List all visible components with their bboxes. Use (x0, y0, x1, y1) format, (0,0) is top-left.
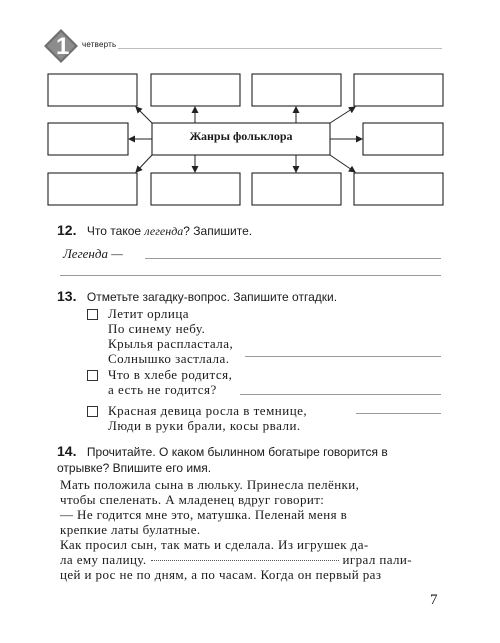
genre-box-bottom-1 (48, 173, 137, 205)
genre-box-top-4 (354, 74, 443, 106)
exercise-12-number: 12. (57, 222, 77, 238)
exercise-14-text (60, 477, 412, 582)
riddle-2-checkbox[interactable] (87, 370, 98, 381)
riddle-3-answer-line[interactable] (356, 413, 441, 414)
exercise-14-header (57, 443, 447, 476)
genre-box-bottom-3 (252, 173, 341, 205)
story-line-6-end: играл пали- (342, 552, 412, 567)
story-line: чтобы спеленать. А младенец вдруг говорит: (60, 492, 325, 507)
exercise-12-answer-line-1[interactable] (145, 258, 441, 259)
story-line: крепкие латы булатные. (60, 522, 201, 537)
quarter-number: 1 (56, 33, 70, 60)
riddle-1-line: По синему небу. (108, 321, 206, 336)
riddle-2 (108, 367, 232, 397)
diagram-center-label: Жанры фольклора (189, 129, 293, 143)
exercise-14-question-line1: Прочитайте. О каком былинном богатыре говорится в (86, 445, 388, 459)
genre-box-top-1 (48, 74, 137, 106)
exercise-14-number: 14. (57, 443, 77, 459)
exercise-12-question (87, 224, 252, 238)
exercise-12-answer-prompt: Легенда — (63, 246, 123, 261)
arrow-top-right (330, 107, 355, 123)
genre-box-top-2 (151, 74, 240, 106)
story-line-with-blank (60, 552, 412, 567)
riddle-3 (108, 403, 307, 433)
riddle-3-line: Красная девица росла в темнице, (108, 403, 308, 418)
arrow-bottom-right (330, 155, 355, 172)
riddle-1-line: Крылья распластала, (108, 336, 234, 351)
exercise-12-question-pre: Что такое (86, 224, 145, 238)
riddle-1-line: Летит орлица (108, 306, 190, 321)
genre-box-bottom-4 (354, 173, 443, 205)
story-line: Как просил сын, так мать и сделала. Из игрушек да- (60, 537, 369, 552)
riddle-1-answer-line[interactable] (245, 356, 441, 357)
story-line: цей и рос не по дням, а по часам. Когда он первый раз (60, 567, 382, 582)
riddle-2-line: а есть не годится? (108, 382, 217, 397)
exercise-13-number: 13. (57, 288, 77, 304)
riddle-3-line: Люди в руки брали, косы рвали. (108, 418, 301, 433)
riddle-2-line: Что в хлебе родится, (108, 367, 233, 382)
genre-box-top-3 (252, 74, 341, 106)
exercise-12-question-post: ? Запишите. (183, 224, 253, 238)
genre-box-middle-right (363, 123, 443, 155)
story-line-6-start: ла ему палицу. (60, 552, 147, 567)
exercise-13-header (57, 288, 337, 306)
arrow-bottom-left (136, 155, 152, 172)
riddle-1-checkbox[interactable] (87, 309, 98, 320)
exercise-12-term: легенда (144, 224, 184, 238)
exercise-14-question-line2: отрывке? Впишите его имя. (57, 461, 212, 475)
riddle-1 (108, 306, 233, 366)
header-divider (118, 48, 442, 49)
story-line: — Не годится мне это, матушка. Пеленай меня в (60, 507, 348, 522)
exercise-12-answer-line-2[interactable] (60, 275, 441, 276)
genre-box-middle-left (48, 123, 128, 155)
hero-name-blank[interactable] (151, 560, 339, 561)
story-line: Мать положила сына в люльку. Принесла пелёнки, (60, 477, 360, 492)
page-number: 7 (430, 592, 438, 608)
riddle-1-line: Солнышко застлала. (108, 351, 230, 366)
riddle-2-answer-line[interactable] (240, 394, 441, 395)
genre-box-bottom-2 (151, 173, 240, 205)
quarter-label: четверть (82, 40, 117, 49)
arrow-top-left (136, 107, 152, 123)
riddle-3-checkbox[interactable] (87, 406, 98, 417)
exercise-13-question: Отметьте загадку-вопрос. Запишите отгадки. (86, 290, 338, 304)
exercise-12-header (57, 222, 252, 240)
